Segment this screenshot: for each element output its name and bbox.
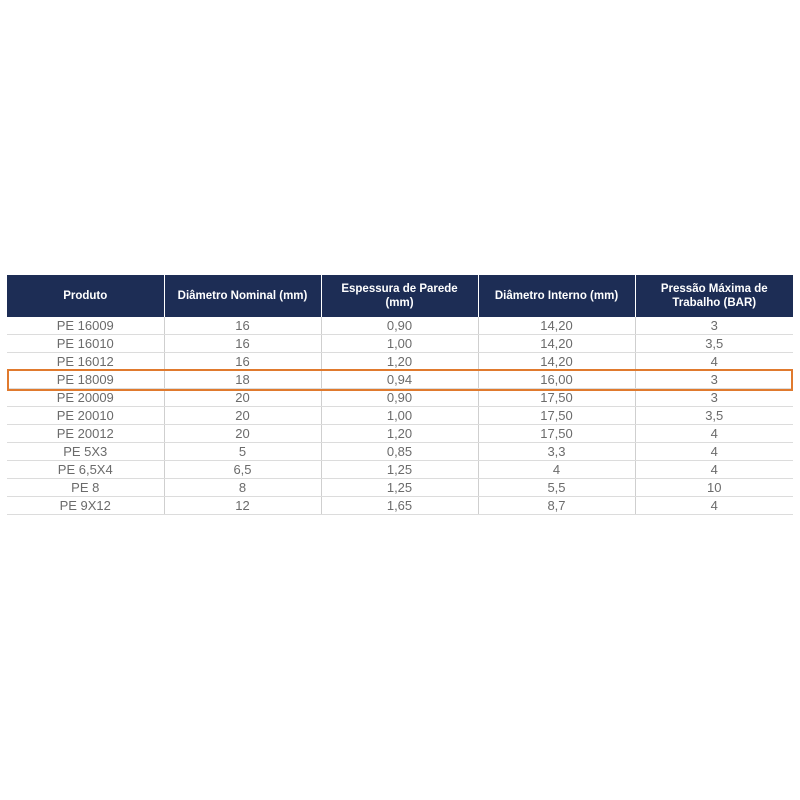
cell-produto: PE 9X12 (7, 497, 164, 515)
cell-pressao-maxima: 3 (635, 389, 793, 407)
cell-diametro-nominal: 20 (164, 407, 321, 425)
cell-espessura-parede: 1,65 (321, 497, 478, 515)
cell-espessura-parede: 0,90 (321, 389, 478, 407)
cell-produto: PE 16012 (7, 353, 164, 371)
cell-produto: PE 18009 (7, 371, 164, 389)
cell-diametro-interno: 17,50 (478, 425, 635, 443)
cell-diametro-nominal: 20 (164, 389, 321, 407)
cell-diametro-nominal: 16 (164, 353, 321, 371)
cell-diametro-nominal: 6,5 (164, 461, 321, 479)
cell-diametro-nominal: 16 (164, 317, 321, 335)
cell-diametro-nominal: 18 (164, 371, 321, 389)
cell-diametro-nominal: 5 (164, 443, 321, 461)
cell-diametro-interno: 14,20 (478, 317, 635, 335)
cell-espessura-parede: 1,25 (321, 461, 478, 479)
table-row (7, 353, 793, 371)
table-row (7, 335, 793, 353)
cell-produto: PE 8 (7, 479, 164, 497)
product-spec-table (7, 275, 793, 515)
cell-diametro-interno: 3,3 (478, 443, 635, 461)
cell-diametro-interno: 14,20 (478, 353, 635, 371)
table-header (7, 275, 793, 317)
cell-produto: PE 6,5X4 (7, 461, 164, 479)
cell-espessura-parede: 0,94 (321, 371, 478, 389)
cell-espessura-parede: 0,85 (321, 443, 478, 461)
cell-diametro-interno: 5,5 (478, 479, 635, 497)
cell-espessura-parede: 1,20 (321, 353, 478, 371)
cell-produto: PE 20009 (7, 389, 164, 407)
table-row-highlighted (7, 371, 793, 389)
cell-diametro-nominal: 8 (164, 479, 321, 497)
cell-diametro-interno: 17,50 (478, 407, 635, 425)
cell-espessura-parede: 1,25 (321, 479, 478, 497)
table-row (7, 425, 793, 443)
cell-pressao-maxima: 4 (635, 353, 793, 371)
table-row (7, 461, 793, 479)
header-espessura-parede: Espessura de Parede (mm) (321, 275, 478, 317)
table-body (7, 317, 793, 515)
header-produto: Produto (7, 275, 164, 317)
cell-diametro-interno: 16,00 (478, 371, 635, 389)
cell-produto: PE 16010 (7, 335, 164, 353)
cell-espessura-parede: 1,00 (321, 407, 478, 425)
cell-pressao-maxima: 4 (635, 497, 793, 515)
cell-diametro-nominal: 16 (164, 335, 321, 353)
cell-pressao-maxima: 3,5 (635, 407, 793, 425)
cell-espessura-parede: 0,90 (321, 317, 478, 335)
cell-pressao-maxima: 4 (635, 425, 793, 443)
header-row (7, 275, 793, 317)
cell-espessura-parede: 1,00 (321, 335, 478, 353)
cell-produto: PE 20012 (7, 425, 164, 443)
cell-produto: PE 5X3 (7, 443, 164, 461)
table-row (7, 317, 793, 335)
table-row (7, 389, 793, 407)
cell-pressao-maxima: 3 (635, 317, 793, 335)
header-diametro-nominal: Diâmetro Nominal (mm) (164, 275, 321, 317)
table-row (7, 443, 793, 461)
table-row (7, 497, 793, 515)
header-pressao-maxima: Pressão Máxima de Trabalho (BAR) (635, 275, 793, 317)
cell-diametro-interno: 4 (478, 461, 635, 479)
cell-diametro-nominal: 20 (164, 425, 321, 443)
table-row (7, 479, 793, 497)
cell-diametro-interno: 8,7 (478, 497, 635, 515)
cell-produto: PE 16009 (7, 317, 164, 335)
cell-espessura-parede: 1,20 (321, 425, 478, 443)
table-row (7, 407, 793, 425)
cell-pressao-maxima: 4 (635, 443, 793, 461)
header-diametro-interno: Diâmetro Interno (mm) (478, 275, 635, 317)
cell-pressao-maxima: 3 (635, 371, 793, 389)
cell-pressao-maxima: 3,5 (635, 335, 793, 353)
cell-pressao-maxima: 10 (635, 479, 793, 497)
cell-diametro-nominal: 12 (164, 497, 321, 515)
cell-produto: PE 20010 (7, 407, 164, 425)
cell-pressao-maxima: 4 (635, 461, 793, 479)
cell-diametro-interno: 17,50 (478, 389, 635, 407)
cell-diametro-interno: 14,20 (478, 335, 635, 353)
